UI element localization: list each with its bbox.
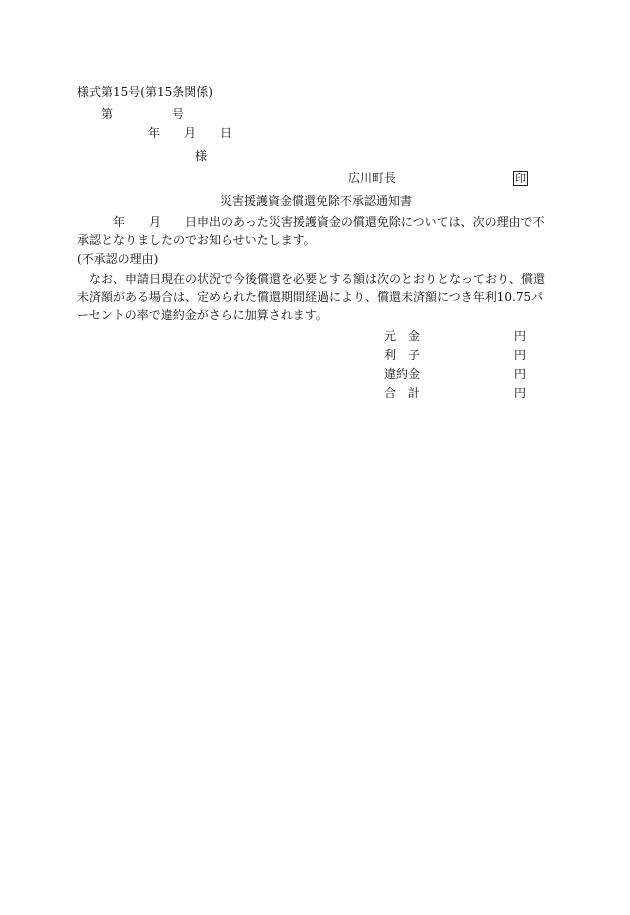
amount-label: 合 計 [384,386,421,400]
number-prefix: 第 [101,107,114,121]
body-paragraph-2: なお、申請日現在の状況で今後償還を必要とする額は次のとおりとなっており、償還未済額がある場合は、定められた償還期間経過により、償還未済額につき年利10.75パーセントの率で違約金がさらに加算されます。 [77,272,546,322]
amount-label: 利 子 [384,348,421,362]
date-month: 月 [184,126,197,140]
date-year: 年 [148,126,161,140]
amount-row-penalty [384,365,526,383]
addressee-suffix: 様 [195,149,208,163]
amount-label: 違約金 [384,367,421,381]
amount-row-total [384,384,526,402]
reason-heading: (不承認の理由) [77,252,159,266]
amount-unit: 円 [513,386,526,400]
amount-row-interest [384,346,526,364]
seal-mark [513,170,528,186]
number-suffix: 号 [172,107,185,121]
document-title: 災害援護資金償還免除不承認通知書 [220,194,413,208]
form-number: 様式第15号(第15条関係) [77,85,213,99]
amount-unit: 円 [513,348,526,362]
seal-label: 印 [515,172,526,185]
amount-unit: 円 [513,329,526,343]
body-paragraph-1: 年 月 日申出のあった災害援護資金の償還免除については、次の理由で不承認となりましたのでお知らせいたします。 [77,215,545,247]
date-day: 日 [220,126,233,140]
amount-label: 元 金 [384,329,421,343]
issuer-name: 広川町長 [348,171,397,185]
amount-unit: 円 [513,367,526,381]
amount-row-principal [384,327,526,345]
